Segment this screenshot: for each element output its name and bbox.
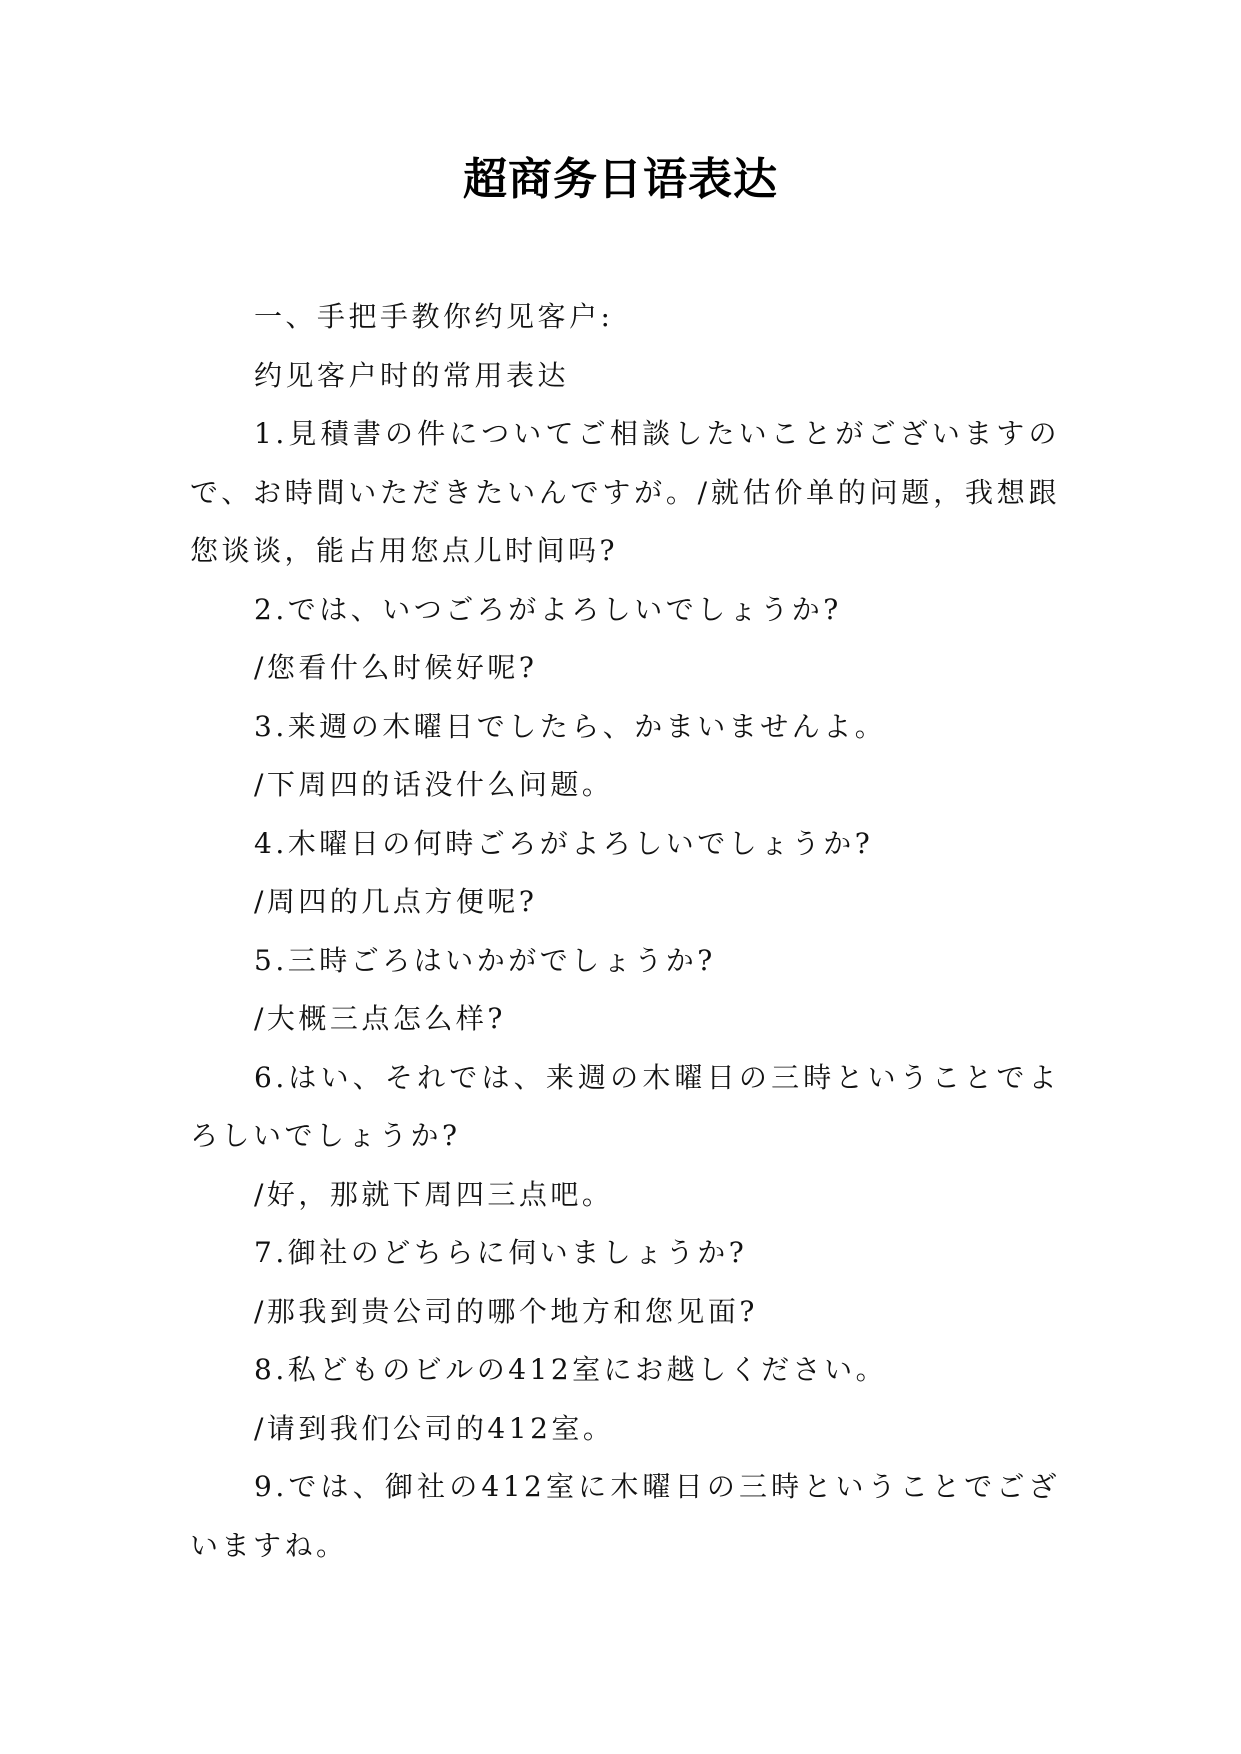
- phrase-3: 3.来週の木曜日でしたら、かまいませんよ。: [254, 709, 887, 743]
- translation-5: /大概三点怎么样?: [254, 1002, 506, 1035]
- translation-6: /好，那就下周四三点吧。: [254, 1177, 614, 1211]
- translation-7: /那我到贵公司的哪个地方和您见面?: [254, 1294, 758, 1328]
- translation-2: /您看什么时候好呢?: [254, 651, 538, 684]
- translation-4: /周四的几点方便呢?: [254, 885, 538, 918]
- phrase-1: 1.見積書の件についてご相談したいことがございますので、お時間いただきたいんですが。/就估价单的问题，我想跟您谈谈，能占用您点儿时间吗?: [190, 417, 1060, 567]
- translation-8: /请到我们公司的412室。: [254, 1411, 615, 1445]
- phrase-6: 6.はい、それでは、来週の木曜日の三時ということでよろしいでしょうか?: [190, 1060, 1060, 1152]
- translation-3: /下周四的话没什么问题。: [254, 768, 614, 801]
- document-body: [190, 288, 1060, 1575]
- subheading: 约见客户时的常用表达: [254, 358, 570, 392]
- document-title: 超商务日语表达: [463, 154, 778, 205]
- phrase-4: 4.木曜日の何時ごろがよろしいでしょうか?: [254, 826, 874, 860]
- phrase-8: 8.私どものビルの412室にお越しください。: [254, 1353, 888, 1386]
- phrase-9: 9.では、御社の412室に木曜日の三時ということでございますね。: [190, 1470, 1060, 1562]
- phrase-7: 7.御社のどちらに伺いましょうか?: [254, 1236, 748, 1269]
- phrase-5: 5.三時ごろはいかがでしょうか?: [254, 943, 716, 977]
- section-heading: 一、手把手教你约见客户:: [254, 300, 614, 333]
- phrase-2: 2.では、いつごろがよろしいでしょうか?: [254, 592, 842, 626]
